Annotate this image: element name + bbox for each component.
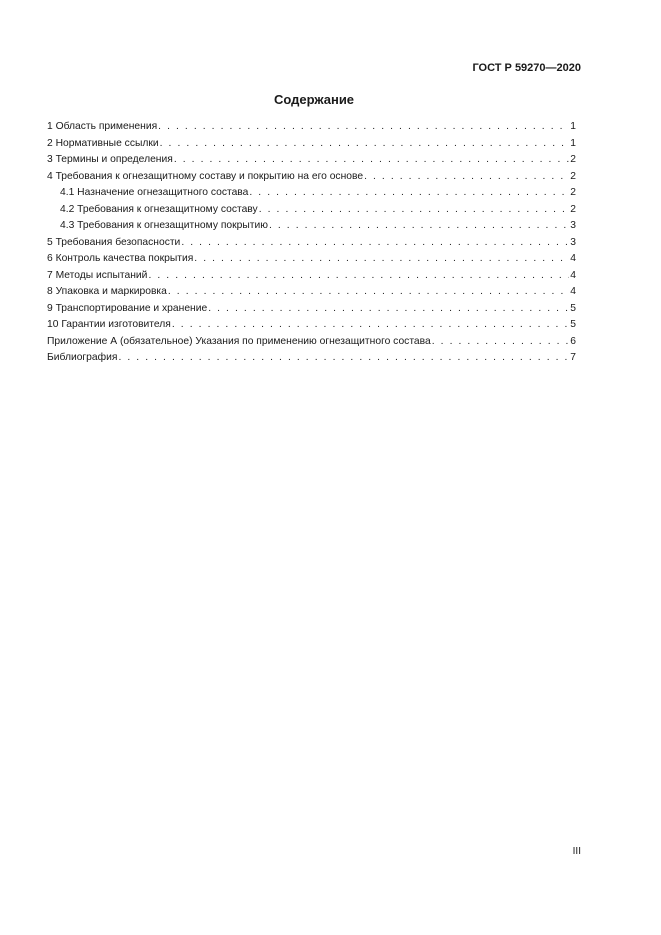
- toc-entry-10[interactable]: [47, 317, 576, 334]
- toc-entry-page: 4: [570, 269, 576, 281]
- toc-entry-4-2[interactable]: [47, 202, 576, 219]
- toc-entry-page: 2: [570, 187, 576, 198]
- toc-entry-label: 7 Методы испытаний: [47, 269, 148, 281]
- document-code: ГОСТ Р 59270—2020: [472, 62, 581, 74]
- toc-entry-page: 6: [570, 335, 576, 347]
- toc-entry-page: 2: [570, 203, 576, 215]
- toc-entry-label: 9 Транспортирование и хранение: [47, 302, 208, 314]
- toc-entry-page: 5: [570, 319, 576, 330]
- toc-entry-label: 6 Контроль качества покрытия: [47, 253, 194, 264]
- toc-entry-page: 7: [570, 352, 576, 363]
- dot-leader: [259, 202, 570, 219]
- dot-leader: [194, 251, 569, 268]
- toc-entry-9[interactable]: [47, 301, 576, 318]
- toc-entry-label: 4.1 Назначение огнезащитного состава: [60, 187, 249, 198]
- toc-entry-3[interactable]: [47, 152, 576, 169]
- toc-entry-label: 2 Нормативные ссылки: [47, 137, 159, 149]
- toc-entry-4-1[interactable]: [47, 185, 576, 202]
- page-number: III: [572, 846, 581, 857]
- toc-entry-page: 4: [570, 286, 576, 297]
- dot-leader: [364, 169, 569, 186]
- toc-entry-2[interactable]: [47, 136, 576, 153]
- toc-entry-8[interactable]: [47, 284, 576, 301]
- dot-leader: [118, 350, 569, 367]
- toc-entry-label: 5 Требования безопасности: [47, 236, 181, 248]
- dot-leader: [269, 218, 569, 235]
- toc-entry-label: 10 Гарантии изготовителя: [47, 319, 171, 330]
- dot-leader: [148, 268, 569, 285]
- toc-entry-7[interactable]: [47, 268, 576, 285]
- toc-entry-label: 8 Упаковка и маркировка: [47, 286, 167, 297]
- dot-leader: [432, 334, 570, 351]
- dot-leader: [168, 284, 569, 301]
- toc-entry-label: 4.3 Требования к огнезащитному покрытию: [60, 220, 268, 231]
- dot-leader: [174, 152, 569, 169]
- toc-entry-4[interactable]: [47, 169, 576, 186]
- toc-entry-1[interactable]: [47, 119, 576, 136]
- toc-entry-label: 4 Требования к огнезащитному составу и покрытию на его основе: [47, 170, 364, 182]
- dot-leader: [158, 119, 569, 136]
- toc-entry-label: 1 Область применения: [47, 121, 158, 132]
- toc-entry-appendix-a[interactable]: [47, 334, 576, 351]
- toc-entry-page: 1: [570, 121, 576, 132]
- toc-entry-label: 4.2 Требования к огнезащитному составу: [60, 203, 258, 215]
- toc-entry-4-3[interactable]: [47, 218, 576, 235]
- dot-leader: [172, 317, 569, 334]
- toc-entry-5[interactable]: [47, 235, 576, 252]
- dot-leader: [249, 185, 569, 202]
- toc-title: Содержание: [273, 92, 355, 107]
- toc-entry-page: 3: [570, 236, 576, 248]
- toc-entry-label: Библиография: [47, 352, 118, 363]
- toc-entry-bibliography[interactable]: [47, 350, 576, 367]
- toc-entry-page: 5: [570, 302, 576, 314]
- toc-entry-page: 2: [570, 170, 576, 182]
- toc-entry-6[interactable]: [47, 251, 576, 268]
- table-of-contents: [47, 119, 576, 367]
- dot-leader: [181, 235, 569, 252]
- dot-leader: [208, 301, 569, 318]
- toc-entry-page: 4: [570, 253, 576, 264]
- toc-entry-page: 3: [570, 220, 576, 231]
- dot-leader: [160, 136, 570, 153]
- toc-entry-label: 3 Термины и определения: [47, 154, 173, 165]
- toc-entry-label: Приложение А (обязательное) Указания по применению огнезащитного состава: [47, 335, 431, 347]
- toc-entry-page: 1: [570, 137, 576, 149]
- toc-entry-page: 2: [570, 154, 576, 165]
